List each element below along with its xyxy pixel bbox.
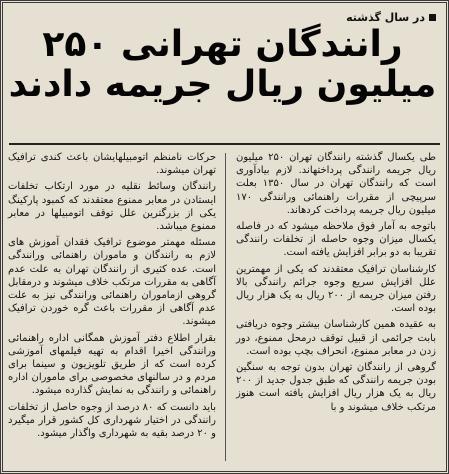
article-column-left bbox=[8, 151, 216, 443]
paragraph: بقرار اطلاع دفتر آموزش همگانی اداره راهنمائی ورانندگی اخیرا اقدام به تهیه فیلمهای آموزشی کرده است که از طریق تلویزیون و سینما برای مردم و در سالنهای مخصوصی برای ماموران اداره راهنمائی و رانندگی به نمایش گذارده میشود. bbox=[8, 332, 216, 397]
paragraph: باتوجه به آمار فوق ملاحظه میشود که در فاصله یکسال میزان وجوه حاصله از تخلفات رانندگی تقریبا به دو برابر افزایش یافته است. bbox=[236, 221, 436, 259]
paragraph: کارشناسان ترافیک معتقدند که یکی از مهمترین علل افزایش سریع وجوه جرائم رانندگی بالا رفتن میزان جریمه از ۲۰۰ ریال به یک هزار ریال بوده است. bbox=[236, 263, 436, 315]
article-column-right bbox=[236, 151, 436, 417]
column-divider bbox=[225, 153, 226, 461]
headline-rule bbox=[9, 143, 440, 145]
kicker bbox=[346, 11, 436, 24]
headline-line-2: میلیون ریال جریمه دادند bbox=[8, 64, 437, 106]
kicker-text: در سال گذشته bbox=[346, 11, 425, 24]
paragraph: به عقیده همین کارشناسان بیشتر وجوه دریافتی بابت جرائمی از قبیل توقف درمحل ممنوع، دور زدن در معابر ممنوع، انحراف بچپ بوده است. bbox=[236, 319, 436, 357]
paragraph: طی یکسال گذشته رانندگان تهران ۲۵۰ میلیون ریال جریمه رانندگی پرداختهاند. لازم بیادآوری است که رانندگان تهران در سال ۱۳۵۰ بعلت سرپیچی از مقررات راهنمائی ورانندگی ۱۷۰ میلیون ریال جریمه پرداخت کردهاند. bbox=[236, 152, 437, 216]
paragraph: رانندگان وسائط نقلیه در مورد ارتکاب تخلفات ایستادن در معابر ممنوع معتقدند که کمبود پارکینگ یکی از بزرگترین علل توقف اتومبیلها در معابر ممنوع میباشد. bbox=[8, 181, 216, 233]
headline bbox=[7, 25, 438, 106]
paragraph: حرکات نامنظم اتومبیلهایشان باعث کندی ترافیک تهران میشوند. bbox=[8, 152, 216, 177]
paragraph: مسئله مهمتر موضوع ترافیک فقدان آموزش های لازم به رانندگان و ماموران راهنمائی ورانندگی است. عده کثیری از رانندگان تهران به علت عدم آگاهی به مقررات مرتکب خلاف میشوند و درمقابل گروهی ازماموران راهنمائی ورانندگی نیز به علت عدم آگاهی از مقررات باعث گره خوردن ترافیک میشوند. bbox=[8, 237, 216, 328]
paragraph: گروهی از رانندگان تهران بدون توجه به سنگین بودن جریمه رانندگی که طبق جدول جدید از ۲۰۰ ریال به یک هزار ریال افزایش یافته است هنوز مرتکب خلاف میشوند و با bbox=[236, 362, 436, 413]
paragraph: باید دانست که ۸۰ درصد از وجوه حاصل از تخلفات رانندگی در اختیار شهرداری کل کشور قرار میگیرد و ۲۰ درصد بقیه به شهرداری واگذار میشود. bbox=[8, 401, 216, 440]
bullet-square-icon bbox=[429, 14, 436, 21]
headline-line-1: رانندگان تهرانی ۲۵۰ bbox=[42, 24, 403, 65]
